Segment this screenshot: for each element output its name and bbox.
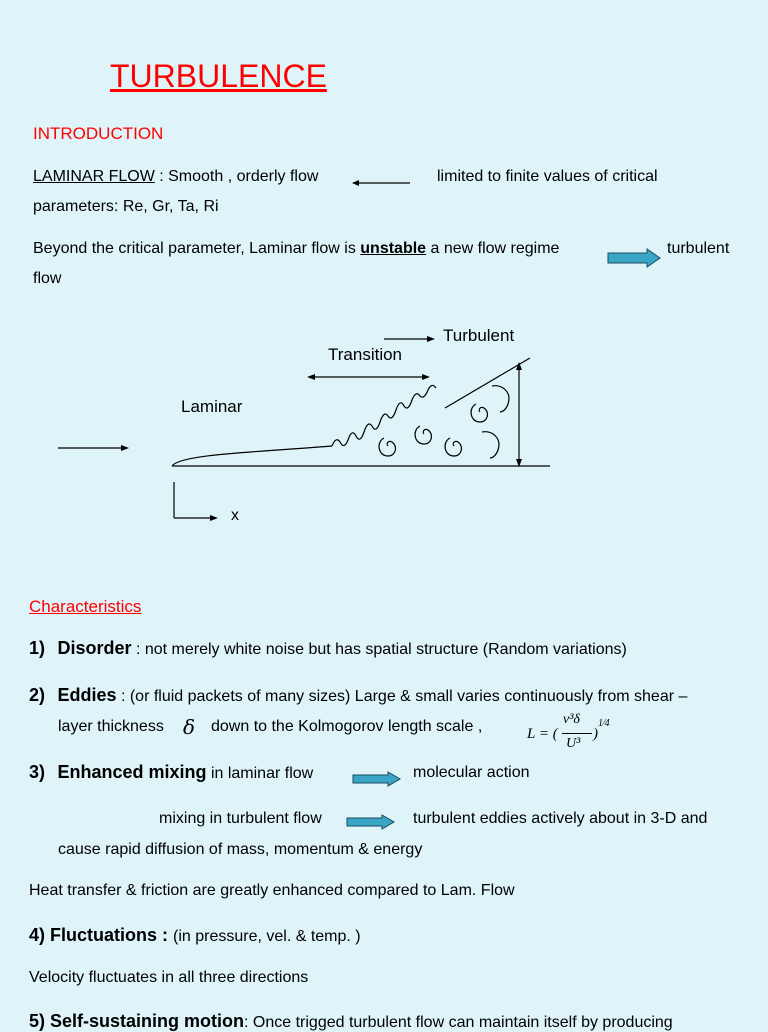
self-sustaining-text: : Once trigged turbulent flow can maintain itself by producing bbox=[244, 1014, 673, 1031]
formula-lhs: L = ( bbox=[527, 726, 558, 742]
item-mixing bbox=[29, 762, 313, 783]
beyond-part1: Beyond the critical parameter, Laminar flow is bbox=[33, 240, 361, 257]
diagram-label-transition: Transition bbox=[328, 345, 403, 364]
eddies-title: Eddies bbox=[57, 685, 117, 705]
mixing-title: Enhanced mixing bbox=[57, 762, 207, 782]
mixing-text2: mixing in turbulent flow bbox=[159, 810, 322, 827]
item-eddies bbox=[29, 685, 687, 706]
formula-fraction-bar bbox=[562, 733, 592, 734]
item-fluctuations bbox=[29, 925, 361, 946]
velocity-text: Velocity fluctuates in all three directions bbox=[29, 969, 309, 986]
formula-exponent: 1⁄4 bbox=[598, 718, 610, 729]
eddies-text2b: down to the Kolmogorov length scale , bbox=[211, 718, 483, 735]
formula-denominator: U³ bbox=[566, 736, 581, 751]
formula-rhs: ) bbox=[593, 726, 598, 742]
turbulent-word: turbulent bbox=[667, 240, 730, 257]
diagram-label-x: x bbox=[231, 507, 239, 524]
flow-word: flow bbox=[33, 270, 62, 287]
fluctuations-title: 4) Fluctuations : bbox=[29, 925, 173, 945]
params-text: parameters: Re, Gr, Ta, Ri bbox=[33, 198, 219, 215]
diagram-label-turbulent: Turbulent bbox=[443, 326, 515, 345]
right-block-arrow-icon-2 bbox=[352, 771, 402, 789]
beyond-part2: a new flow regime bbox=[426, 240, 560, 257]
mixing-text1: in laminar flow bbox=[206, 765, 314, 782]
diagram-label-laminar: Laminar bbox=[181, 397, 243, 416]
characteristics-heading: Characteristics bbox=[29, 597, 142, 616]
eddies-text2a: layer thickness bbox=[58, 718, 164, 735]
mixing-text2b: turbulent eddies actively about in 3-D and bbox=[413, 810, 708, 827]
laminar-term: LAMINAR FLOW bbox=[33, 168, 155, 185]
self-sustaining-title: 5) Self-sustaining motion bbox=[29, 1011, 245, 1031]
introduction-heading: INTRODUCTION bbox=[33, 124, 164, 143]
limit-text: limited to finite values of critical bbox=[437, 168, 658, 185]
right-block-arrow-icon-3 bbox=[346, 814, 396, 832]
delta-symbol: δ bbox=[183, 715, 196, 739]
formula-numerator: ν³δ bbox=[563, 712, 580, 727]
mixing-text3: cause rapid diffusion of mass, momentum & energy bbox=[58, 841, 423, 858]
eddies-text1: : (or fluid packets of many sizes) Large & small varies continuously from shear – bbox=[116, 688, 688, 705]
fluctuations-text: (in pressure, vel. & temp. ) bbox=[173, 928, 361, 945]
eddies-num: 2) bbox=[29, 685, 46, 705]
disorder-title: Disorder bbox=[57, 638, 132, 658]
item-disorder bbox=[29, 638, 627, 659]
heat-transfer-text: Heat transfer & friction are greatly enhanced compared to Lam. Flow bbox=[29, 882, 515, 899]
disorder-text: : not merely white noise but has spatial structure (Random variations) bbox=[131, 641, 627, 658]
mixing-text1b: molecular action bbox=[413, 764, 530, 781]
item-self-sustaining bbox=[29, 1011, 673, 1032]
laminar-definition-text: : Smooth , orderly flow bbox=[154, 168, 319, 185]
disorder-num: 1) bbox=[29, 638, 46, 658]
mixing-num: 3) bbox=[29, 762, 46, 782]
page-title: TURBULENCE bbox=[110, 58, 327, 94]
unstable-term: unstable bbox=[360, 240, 427, 257]
